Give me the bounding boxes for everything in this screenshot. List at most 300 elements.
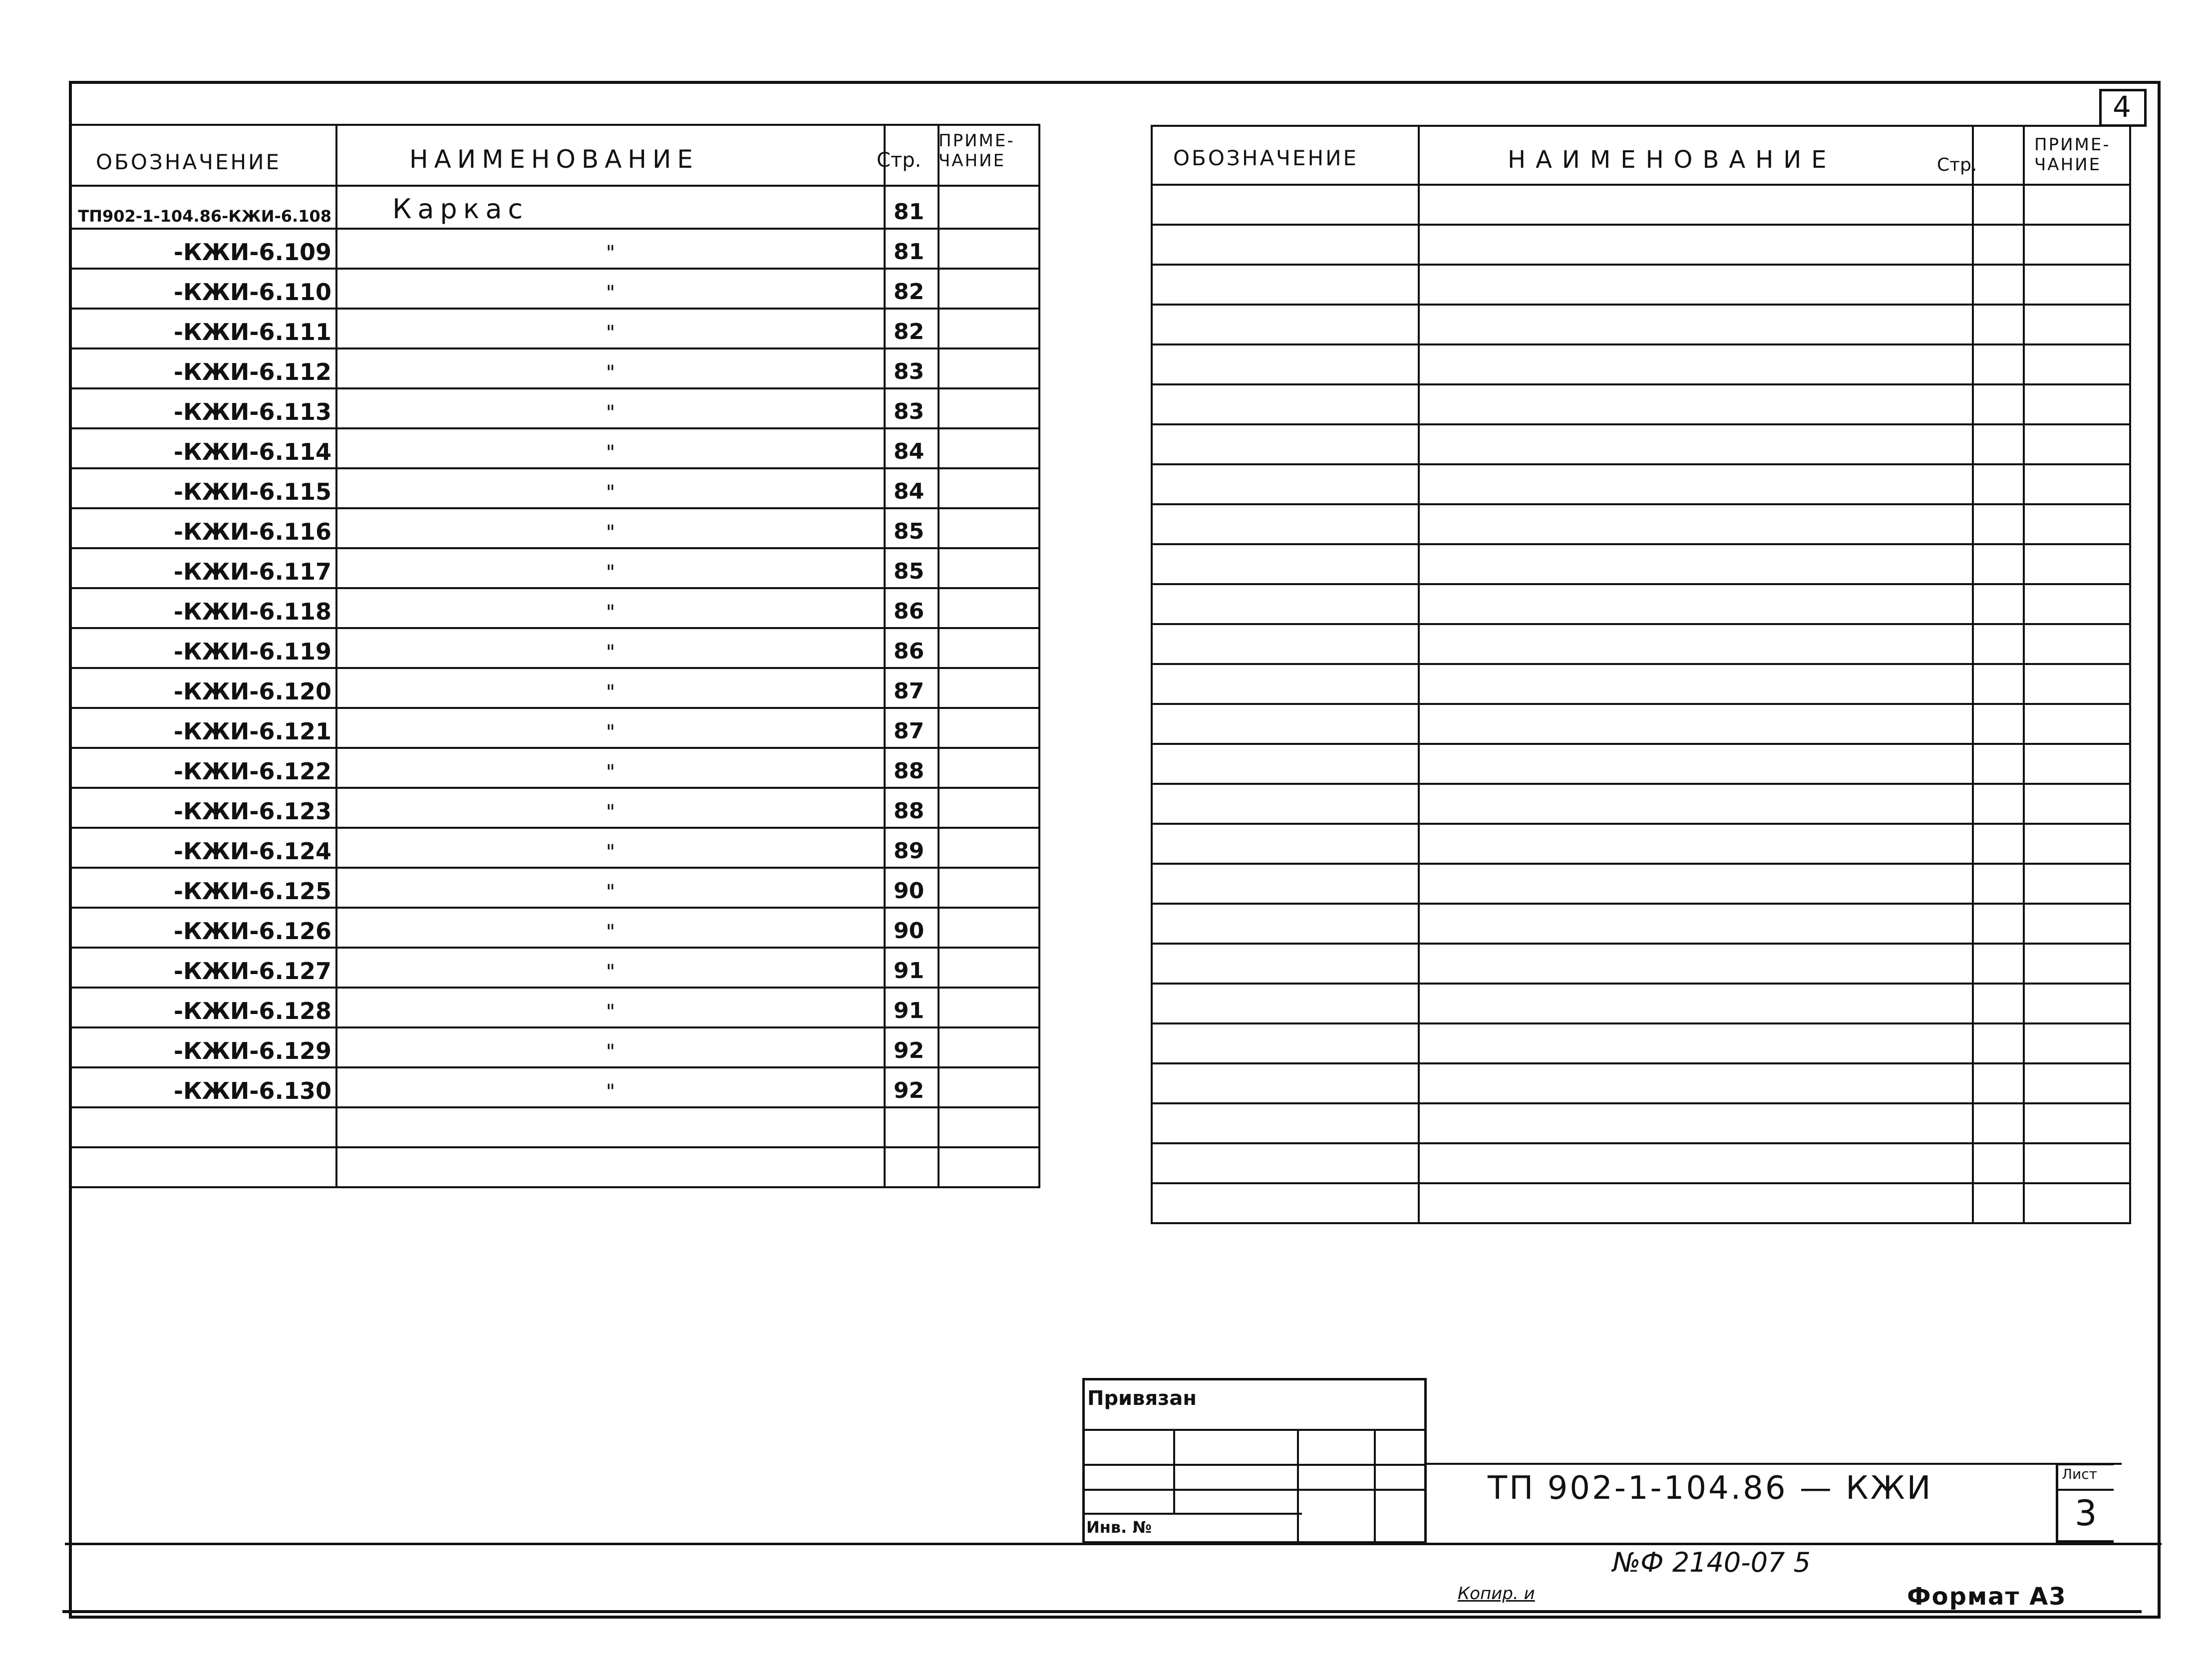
right-table-row [1152, 624, 2130, 664]
left-cell-name [336, 628, 885, 668]
right-table-cell [1152, 504, 1419, 544]
left-cell-designation [71, 229, 336, 269]
left-cell-page [885, 748, 939, 788]
right-table-cell [2024, 544, 2130, 584]
left-page-text: 82 [894, 279, 925, 305]
left-designation-text: -КЖИ-6.113 [173, 398, 331, 425]
left-designation-text: -КЖИ-6.118 [173, 598, 331, 625]
right-table-cell [2024, 424, 2130, 464]
left-name-text: " [606, 761, 616, 784]
right-table-cell [1419, 265, 1973, 305]
left-table-row [71, 988, 1039, 1027]
left-page-text: 91 [894, 998, 925, 1023]
left-cell-name [336, 348, 885, 388]
left-page-text: 87 [894, 678, 925, 704]
left-cell-designation [71, 588, 336, 628]
left-cell-designation [71, 828, 336, 868]
left-designation-text: -КЖИ-6.125 [173, 878, 331, 905]
left-cell-page [885, 309, 939, 348]
left-cell-name [336, 428, 885, 468]
right-table-cell [1152, 744, 1419, 784]
left-table-row [71, 828, 1039, 868]
left-designation-text: -КЖИ-6.115 [173, 478, 331, 505]
sheet-number: 3 [2075, 1493, 2097, 1534]
right-table-cell [1973, 384, 2024, 424]
left-header-note-line1: ПРИМЕ- [939, 131, 1015, 151]
doc-code: ТП 902-1-104.86 — КЖИ [1488, 1470, 1933, 1507]
right-table-cell [1419, 185, 1973, 225]
left-cell-name [336, 588, 885, 628]
left-page-text: 84 [894, 439, 925, 464]
right-table-cell [1152, 864, 1419, 904]
left-cell-note [939, 468, 1039, 508]
left-cell-page [885, 628, 939, 668]
left-name-text: " [606, 1080, 616, 1103]
right-table-row [1152, 784, 2130, 824]
right-table-row [1152, 944, 2130, 984]
left-name-text: " [606, 881, 616, 904]
right-table-row [1152, 265, 2130, 305]
right-table-cell [1419, 664, 1973, 704]
left-cell-page [885, 348, 939, 388]
left-cell-page [885, 988, 939, 1027]
right-table-cell [1419, 424, 1973, 464]
left-cell-page [885, 588, 939, 628]
right-table-cell [2024, 384, 2130, 424]
format-label: Формат А3 [1907, 1583, 2067, 1611]
left-cell-name [336, 668, 885, 708]
right-table-cell [1419, 864, 1973, 904]
left-name-text: " [606, 441, 616, 464]
right-table-cell [1419, 504, 1973, 544]
left-cell-note [939, 388, 1039, 428]
left-designation-text: -КЖИ-6.129 [173, 1037, 331, 1064]
left-table-row [71, 229, 1039, 269]
right-table-cell [1973, 464, 2024, 504]
left-cell-name [336, 269, 885, 309]
left-designation-text: -КЖИ-6.121 [173, 718, 331, 745]
left-cell-note [939, 588, 1039, 628]
right-table-row [1152, 1023, 2130, 1063]
left-table-row [71, 708, 1039, 748]
right-table-cell [2024, 1063, 2130, 1103]
left-cell-designation [71, 348, 336, 388]
left-cell-page [885, 1027, 939, 1067]
left-name-text: " [606, 361, 616, 384]
left-designation-text: ТП902-1-104.86-КЖИ-6.108 [78, 207, 331, 226]
right-table-cell [2024, 1103, 2130, 1143]
right-table-row [1152, 864, 2130, 904]
right-table-cell [1973, 544, 2024, 584]
right-table-cell [1419, 305, 1973, 344]
right-table-cell [1152, 784, 1419, 824]
left-table-row [71, 1067, 1039, 1107]
left-name-text: " [606, 322, 616, 344]
frame-bottom-line [62, 1610, 2142, 1613]
left-name-text: " [606, 1040, 616, 1063]
right-table-row [1152, 544, 2130, 584]
right-table-cell [1973, 1103, 2024, 1143]
right-table-row [1152, 824, 2130, 864]
right-header-cell [1973, 126, 2024, 185]
right-table-row [1152, 904, 2130, 944]
left-page-text: 87 [894, 718, 925, 744]
right-table-cell [2024, 784, 2130, 824]
right-table-cell [2024, 704, 2130, 744]
left-name-text: " [606, 961, 616, 984]
right-table-row [1152, 744, 2130, 784]
left-cell-note [939, 1147, 1039, 1187]
right-table-cell [1152, 1143, 1419, 1183]
right-table-row [1152, 384, 2130, 424]
left-cell-name [336, 309, 885, 348]
right-table-cell [1419, 984, 1973, 1023]
left-cell-note [939, 348, 1039, 388]
right-table-cell [2024, 504, 2130, 544]
left-header-designation: ОБОЗНАЧЕНИЕ [96, 150, 282, 174]
left-cell-name [336, 508, 885, 548]
left-cell-page [885, 468, 939, 508]
left-cell-name [336, 229, 885, 269]
left-cell-name [336, 908, 885, 948]
doc-code-line [1425, 1463, 2122, 1465]
left-cell-page [885, 1147, 939, 1187]
left-cell-designation [71, 948, 336, 988]
left-table-row [71, 868, 1039, 908]
right-table-cell [1152, 544, 1419, 584]
left-name-text: " [606, 282, 616, 305]
right-table-cell [2024, 584, 2130, 624]
left-table-row [71, 1147, 1039, 1187]
left-cell-page [885, 548, 939, 588]
left-cell-designation [71, 548, 336, 588]
left-cell-note [939, 788, 1039, 828]
right-table-cell [1419, 464, 1973, 504]
right-table-row [1152, 305, 2130, 344]
inv-label: Инв. № [1086, 1518, 1152, 1537]
right-table-cell [1152, 424, 1419, 464]
right-table-cell [1152, 704, 1419, 744]
left-cell-name [336, 828, 885, 868]
left-cell-page [885, 668, 939, 708]
right-table-cell [1973, 744, 2024, 784]
right-table-cell [1152, 824, 1419, 864]
right-table-cell [2024, 185, 2130, 225]
left-designation-text: -КЖИ-6.122 [173, 758, 331, 785]
left-cell-note [939, 1027, 1039, 1067]
left-page-text: 91 [894, 958, 925, 984]
left-cell-designation [71, 508, 336, 548]
left-designation-text: -КЖИ-6.111 [173, 319, 331, 345]
left-cell-name [336, 468, 885, 508]
left-cell-page [885, 269, 939, 309]
right-table-cell [2024, 464, 2130, 504]
right-table-cell [1152, 185, 1419, 225]
right-table-cell [1973, 225, 2024, 265]
right-table-cell [1973, 265, 2024, 305]
right-table-cell [2024, 944, 2130, 984]
right-table-row [1152, 185, 2130, 225]
right-table-cell [1419, 944, 1973, 984]
left-table-row [71, 668, 1039, 708]
right-table-cell [1419, 344, 1973, 384]
left-designation-text: -КЖИ-6.128 [173, 998, 331, 1024]
left-page-text: 88 [894, 798, 925, 824]
left-cell-designation [71, 388, 336, 428]
left-cell-designation [71, 708, 336, 748]
left-cell-note [939, 1107, 1039, 1147]
right-table-cell [1973, 704, 2024, 744]
left-designation-text: -КЖИ-6.123 [173, 798, 331, 825]
left-cell-designation [71, 748, 336, 788]
right-table-cell [1973, 824, 2024, 864]
left-cell-name [336, 788, 885, 828]
left-name-text: " [606, 921, 616, 944]
left-cell-note [939, 948, 1039, 988]
left-page-text: 81 [894, 199, 925, 225]
left-cell-page [885, 868, 939, 908]
left-designation-text: -КЖИ-6.126 [173, 918, 331, 945]
left-cell-name [336, 1147, 885, 1187]
left-name-text: " [606, 1001, 616, 1023]
left-cell-note [939, 269, 1039, 309]
right-header-note-line1: ПРИМЕ- [2034, 135, 2111, 155]
left-designation-text: -КЖИ-6.119 [173, 638, 331, 665]
bound-label: Привязан [1087, 1387, 1197, 1410]
right-table-cell [2024, 824, 2130, 864]
right-table-cell [2024, 984, 2130, 1023]
left-page-text: 88 [894, 758, 925, 784]
right-table-cell [1973, 944, 2024, 984]
left-cell-note [939, 908, 1039, 948]
left-cell-page [885, 788, 939, 828]
left-page-text: 92 [894, 1078, 925, 1103]
right-table-cell [1152, 1023, 1419, 1063]
right-table-cell [1973, 864, 2024, 904]
left-page-text: 86 [894, 639, 925, 664]
right-table-cell [2024, 624, 2130, 664]
left-name-text: Каркас [392, 193, 529, 225]
left-designation-text: -КЖИ-6.112 [173, 358, 331, 385]
right-table-cell [1152, 624, 1419, 664]
right-table-row [1152, 1103, 2130, 1143]
left-header-note-line2: ЧАНИЕ [939, 151, 1006, 171]
left-table-row [71, 186, 1039, 229]
left-table-row [71, 508, 1039, 548]
left-cell-designation [71, 269, 336, 309]
right-table-cell [1419, 384, 1973, 424]
right-table-cell [2024, 1023, 2130, 1063]
right-table-cell [1419, 1103, 1973, 1143]
right-table-cell [1419, 784, 1973, 824]
right-table-cell [1152, 1183, 1419, 1223]
left-cell-designation [71, 988, 336, 1027]
right-header-page: Стр. [1937, 155, 1977, 175]
left-cell-note [939, 628, 1039, 668]
right-table-row [1152, 344, 2130, 384]
right-table-cell [1419, 544, 1973, 584]
right-header-name: НАИМЕНОВАНИЕ [1508, 146, 1837, 174]
right-table-cell [1152, 664, 1419, 704]
left-page-text: 85 [894, 559, 925, 584]
left-table-row [71, 269, 1039, 309]
right-table-cell [1973, 344, 2024, 384]
right-table-cell [1419, 704, 1973, 744]
right-table-cell [1973, 584, 2024, 624]
left-name-text: " [606, 841, 616, 864]
right-table-cell [1152, 904, 1419, 944]
left-table-row [71, 788, 1039, 828]
right-table-row [1152, 1183, 2130, 1223]
left-cell-designation [71, 468, 336, 508]
right-table-row [1152, 424, 2130, 464]
right-table-cell [1973, 624, 2024, 664]
left-cell-note [939, 708, 1039, 748]
right-table-cell [2024, 664, 2130, 704]
left-designation-text: -КЖИ-6.114 [173, 438, 331, 465]
left-table-row [71, 1027, 1039, 1067]
right-table-cell [1419, 904, 1973, 944]
right-table-cell [1152, 1103, 1419, 1143]
left-page-text: 90 [894, 878, 925, 904]
left-page-text: 92 [894, 1038, 925, 1063]
left-cell-designation [71, 1067, 336, 1107]
left-cell-name [336, 548, 885, 588]
left-cell-note [939, 309, 1039, 348]
left-cell-designation [71, 186, 336, 229]
right-table-cell [1419, 1063, 1973, 1103]
left-page-text: 83 [894, 359, 925, 384]
left-page-text: 84 [894, 479, 925, 504]
left-cell-name [336, 1107, 885, 1147]
right-table-cell [1973, 305, 2024, 344]
left-cell-designation [71, 428, 336, 468]
right-table-row [1152, 225, 2130, 265]
left-page-text: 90 [894, 918, 925, 944]
right-table-cell [1419, 624, 1973, 664]
left-cell-name [336, 748, 885, 788]
right-header-designation: ОБОЗНАЧЕНИЕ [1173, 146, 1359, 170]
left-cell-page [885, 186, 939, 229]
right-table-cell [2024, 344, 2130, 384]
left-designation-text: -КЖИ-6.116 [173, 518, 331, 545]
left-name-text: " [606, 801, 616, 824]
right-table-cell [1152, 944, 1419, 984]
left-table-row [71, 948, 1039, 988]
left-name-text: " [606, 401, 616, 424]
left-name-text: " [606, 242, 616, 265]
left-cell-page [885, 908, 939, 948]
left-cell-designation [71, 908, 336, 948]
left-table-row [71, 748, 1039, 788]
left-name-text: " [606, 601, 616, 624]
left-name-text: " [606, 641, 616, 664]
right-table-cell [1973, 504, 2024, 544]
right-table-cell [1973, 904, 2024, 944]
left-table-row [71, 388, 1039, 428]
bound-box-col-3 [1374, 1429, 1376, 1544]
left-cell-designation [71, 1027, 336, 1067]
left-cell-page [885, 229, 939, 269]
left-cell-note [939, 428, 1039, 468]
left-name-text: " [606, 681, 616, 704]
right-table-cell [1973, 1143, 2024, 1183]
left-cell-page [885, 708, 939, 748]
right-table-cell [1973, 185, 2024, 225]
left-spec-table [70, 124, 1040, 1188]
right-table-cell [1973, 424, 2024, 464]
bound-box-col-1 [1173, 1429, 1175, 1514]
right-table-cell [1152, 464, 1419, 504]
sheet-number-divider [2056, 1489, 2114, 1491]
right-table-cell [1973, 1183, 2024, 1223]
left-cell-note [939, 186, 1039, 229]
left-designation-text: -КЖИ-6.110 [173, 279, 331, 306]
left-cell-name [336, 948, 885, 988]
left-designation-text: -КЖИ-6.130 [173, 1077, 331, 1104]
right-table-cell [2024, 265, 2130, 305]
right-table-cell [1419, 584, 1973, 624]
left-page-text: 83 [894, 399, 925, 424]
right-table-row [1152, 464, 2130, 504]
left-cell-designation [71, 1107, 336, 1147]
left-designation-text: -КЖИ-6.109 [173, 239, 331, 266]
sheet-label: Лист [2062, 1466, 2097, 1482]
right-table-cell [1419, 824, 1973, 864]
left-table-row [71, 628, 1039, 668]
right-table-cell [1973, 1023, 2024, 1063]
right-table-cell [2024, 305, 2130, 344]
left-page-text: 86 [894, 599, 925, 624]
left-cell-name [336, 868, 885, 908]
left-name-text: " [606, 561, 616, 584]
right-table-row [1152, 1063, 2130, 1103]
right-table-cell [2024, 744, 2130, 784]
left-cell-name [336, 988, 885, 1027]
right-table-cell [1152, 584, 1419, 624]
right-table-cell [1419, 225, 1973, 265]
left-cell-page [885, 428, 939, 468]
left-cell-designation [71, 628, 336, 668]
right-table-cell [1152, 305, 1419, 344]
left-cell-designation [71, 668, 336, 708]
left-table-row [71, 428, 1039, 468]
left-cell-page [885, 1107, 939, 1147]
right-table-cell [1152, 1063, 1419, 1103]
left-name-text: " [606, 481, 616, 504]
left-page-text: 89 [894, 838, 925, 864]
right-spec-table [1151, 125, 2131, 1224]
left-cell-designation [71, 1147, 336, 1187]
copied-label: Копир. и [1458, 1584, 1535, 1604]
right-table-row [1152, 704, 2130, 744]
left-designation-text: -КЖИ-6.124 [173, 838, 331, 865]
right-table-cell [2024, 1143, 2130, 1183]
right-table-cell [1419, 1143, 1973, 1183]
left-table-row [71, 468, 1039, 508]
left-cell-page [885, 388, 939, 428]
right-table-cell [1973, 784, 2024, 824]
left-cell-page [885, 508, 939, 548]
left-designation-text: -КЖИ-6.120 [173, 678, 331, 705]
right-header-note-line2: ЧАНИЕ [2034, 155, 2102, 175]
left-table-row [71, 548, 1039, 588]
left-cell-page [885, 828, 939, 868]
right-table-cell [1152, 344, 1419, 384]
right-table-cell [1152, 384, 1419, 424]
right-table-cell [1973, 984, 2024, 1023]
left-designation-text: -КЖИ-6.117 [173, 558, 331, 585]
